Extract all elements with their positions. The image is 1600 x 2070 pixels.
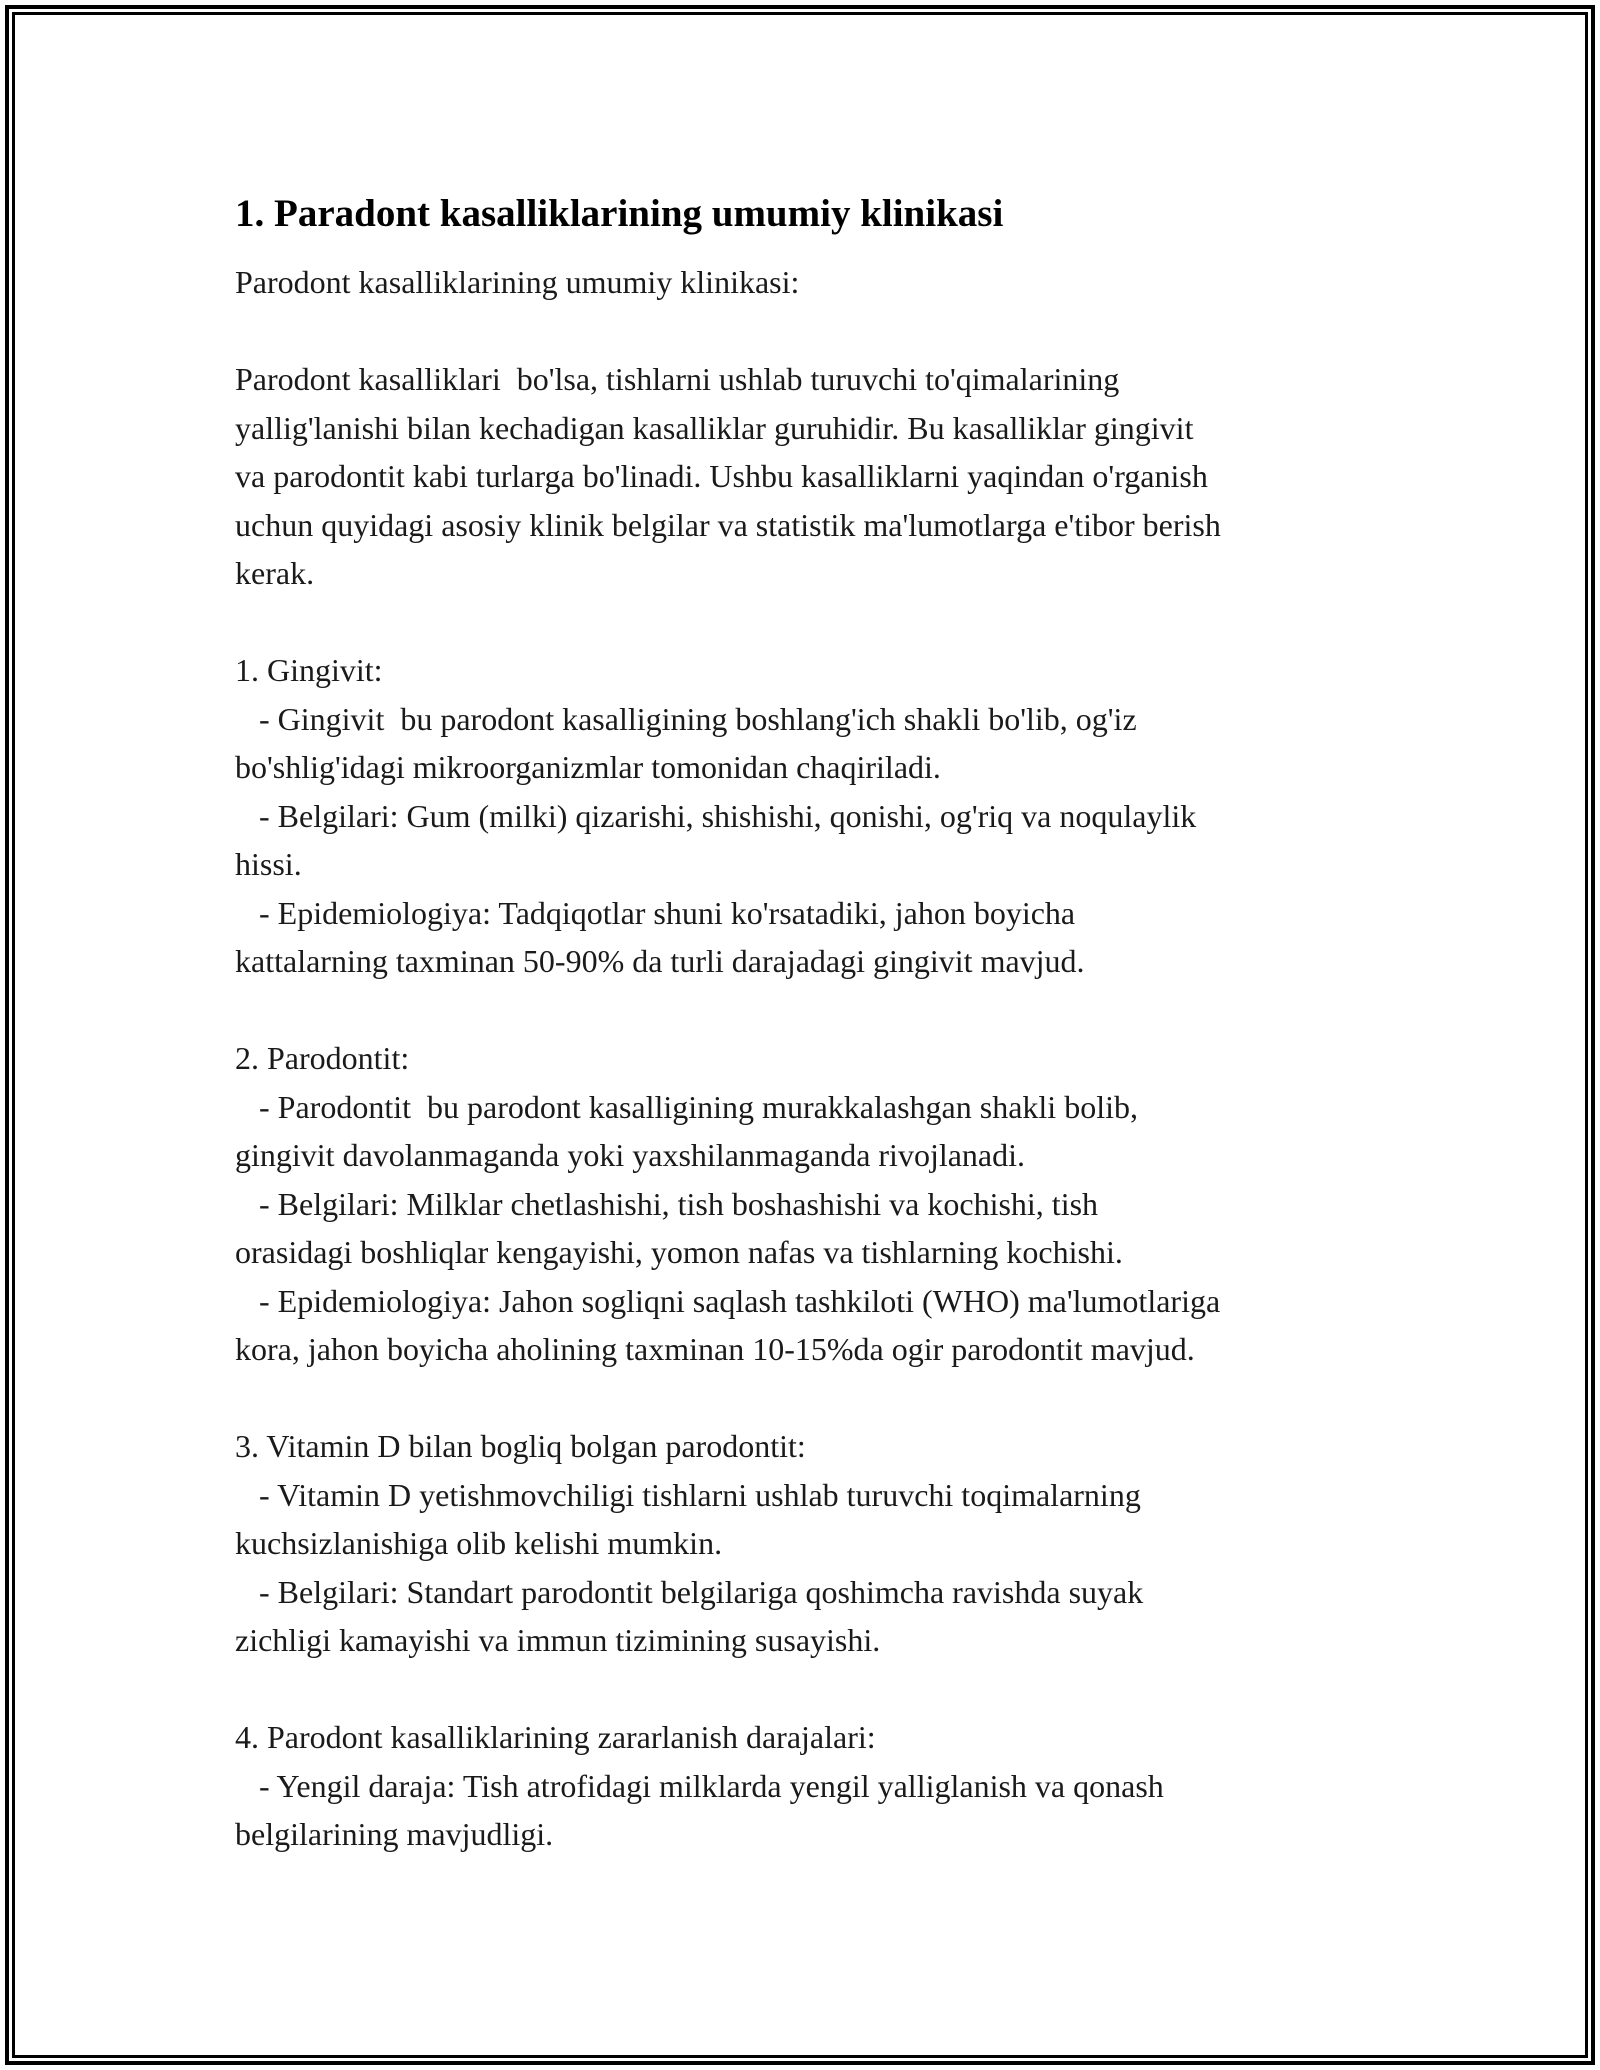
- section-heading: 3. Vitamin D bilan bogliq bolgan parodontit:: [235, 1428, 806, 1464]
- section-item: - Vitamin D yetishmovchiligi tishlarni ushlab turuvchi toqimalarning kuchsizlanishiga olib kelishi mumkin.: [235, 1476, 1141, 1561]
- section-item: - Epidemiologiya: Tadqiqotlar shuni ko'rsatadiki, jahon boyicha kattalarning taxminan 50-90% da turli darajadagi gingivit mavjud.: [235, 894, 1085, 979]
- section-heading: 2. Parodontit:: [235, 1040, 410, 1076]
- section-item: - Gingivit bu parodont kasalligining boshlang'ich shakli bo'lib, og'iz bo'shlig'idagi mikroorganizmlar tomonidan chaqiriladi.: [235, 700, 1137, 785]
- section-item: - Belgilari: Gum (milki) qizarishi, shishishi, qonishi, og'riq va noqulaylik hissi.: [235, 797, 1197, 882]
- section-gingivit: [235, 646, 1375, 986]
- section-damage-levels: [235, 1713, 1375, 1859]
- section-item: - Belgilari: Standart parodontit belgilariga qoshimcha ravishda suyak zichligi kamayishi va immun tizimining susayishi.: [235, 1573, 1144, 1658]
- section-heading: 4. Parodont kasalliklarining zararlanish darajalari:: [235, 1719, 876, 1755]
- section-vitamin-d: [235, 1422, 1375, 1665]
- document-title: 1. Paradont kasalliklarining umumiy klinikasi: [235, 192, 1004, 235]
- section-item: - Parodontit bu parodont kasalligining murakkalashgan shakli bolib, gingivit davolanmaganda yoki yaxshilanmaganda rivojlanadi.: [235, 1088, 1138, 1173]
- section-heading: 1. Gingivit:: [235, 652, 383, 688]
- section-item: - Yengil daraja: Tish atrofidagi milklarda yengil yalliglanish va qonash belgilarining mavjudligi.: [235, 1767, 1164, 1852]
- document-subtitle: Parodont kasalliklarining umumiy klinikasi:: [235, 264, 800, 300]
- section-item: - Belgilari: Milklar chetlashishi, tish boshashishi va kochishi, tish orasidagi boshliqlar kengayishi, yomon nafas va tishlarning kochishi.: [235, 1185, 1123, 1270]
- intro-paragraph: Parodont kasalliklari bo'lsa, tishlarni ushlab turuvchi to'qimalarining yallig'lanishi bilan kechadigan kasalliklar guruhidir. Bu kasalliklar gingivit va parodontit kabi turlarga bo'linadi. Ushbu kasalliklarni yaqindan o'rganish uchun quyidagi asosiy klinik belgilar va statistik ma'lumotlarga e'tibor berish kerak.: [235, 361, 1221, 591]
- document-body: [235, 188, 1375, 1859]
- section-parodontit: [235, 1034, 1375, 1374]
- section-item: - Epidemiologiya: Jahon sogliqni saqlash tashkiloti (WHO) ma'lumotlariga kora, jahon boyicha aholining taxminan 10-15%da ogir parodontit mavjud.: [235, 1282, 1221, 1367]
